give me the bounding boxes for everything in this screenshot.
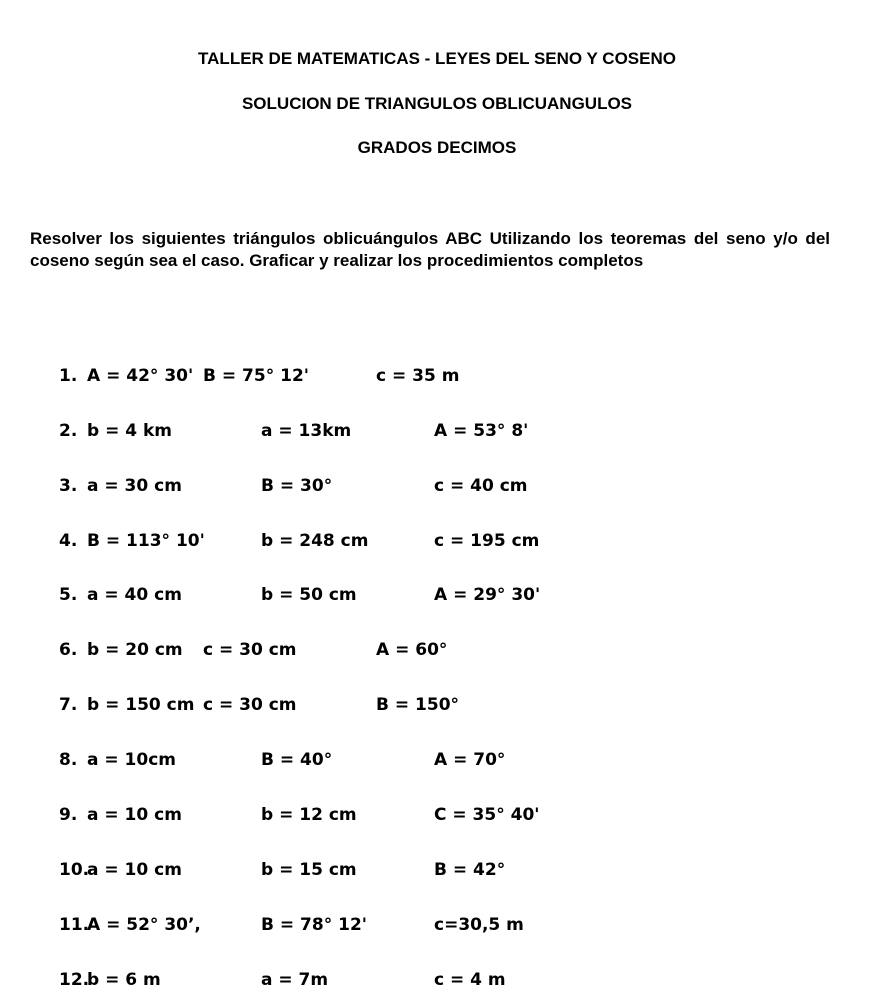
- given-value-1: a = 10 cm: [87, 805, 182, 825]
- given-value-1: A = 52° 30’,: [87, 915, 201, 935]
- given-value-3: A = 53° 8': [434, 421, 529, 441]
- worksheet-subtitle: SOLUCION DE TRIANGULOS OBLICUANGULOS: [241, 94, 633, 113]
- given-value-1: a = 40 cm: [87, 585, 182, 605]
- given-value-2: a = 7m: [261, 970, 329, 990]
- given-value-2: b = 12 cm: [261, 805, 357, 825]
- given-value-1: a = 10 cm: [87, 860, 182, 880]
- problem-row: [0, 418, 874, 444]
- grade-level: GRADOS DECIMOS: [357, 138, 517, 157]
- given-value-2: c = 30 cm: [203, 695, 297, 715]
- problem-row: [0, 912, 874, 938]
- given-value-3: A = 70°: [434, 750, 506, 770]
- given-value-3: c=30,5 m: [434, 915, 524, 935]
- given-value-1: A = 42° 30': [87, 366, 194, 386]
- given-value-3: c = 35 m: [376, 366, 460, 386]
- problem-row: [0, 802, 874, 828]
- worksheet-title: TALLER DE MATEMATICAS - LEYES DEL SENO Y COSENO: [198, 49, 676, 68]
- problem-row: [0, 582, 874, 608]
- problem-row: [0, 692, 874, 718]
- given-value-2: a = 13km: [261, 421, 352, 441]
- problem-row: [0, 747, 874, 773]
- problem-row: [0, 637, 874, 663]
- given-value-2: b = 50 cm: [261, 585, 357, 605]
- given-value-3: B = 150°: [376, 695, 460, 715]
- given-value-2: b = 248 cm: [261, 531, 369, 551]
- given-value-1: b = 6 m: [87, 970, 161, 990]
- problem-row: [0, 967, 874, 993]
- problem-number: 6.: [59, 640, 78, 660]
- given-value-2: b = 15 cm: [261, 860, 357, 880]
- instructions-paragraph: Resolver los siguientes triángulos oblicuángulos ABC Utilizando los teoremas del seno y/o del coseno según sea el caso. Graficar y realizar los procedimientos completos: [30, 229, 830, 270]
- given-value-2: B = 78° 12': [261, 915, 367, 935]
- given-value-1: a = 30 cm: [87, 476, 182, 496]
- problem-number: 3.: [59, 476, 78, 496]
- problem-number: 7.: [59, 695, 78, 715]
- problem-row: [0, 363, 874, 389]
- problem-number: 12.: [59, 970, 90, 990]
- given-value-3: A = 60°: [376, 640, 448, 660]
- problem-number: 5.: [59, 585, 78, 605]
- given-value-2: B = 30°: [261, 476, 333, 496]
- given-value-3: c = 40 cm: [434, 476, 528, 496]
- problem-row: [0, 473, 874, 499]
- given-value-1: b = 20 cm: [87, 640, 183, 660]
- given-value-2: c = 30 cm: [203, 640, 297, 660]
- problem-number: 1.: [59, 366, 78, 386]
- given-value-3: A = 29° 30': [434, 585, 541, 605]
- given-value-2: B = 75° 12': [203, 366, 309, 386]
- given-value-2: B = 40°: [261, 750, 333, 770]
- problem-number: 2.: [59, 421, 78, 441]
- given-value-3: c = 4 m: [434, 970, 506, 990]
- problem-row: [0, 528, 874, 554]
- given-value-1: b = 4 km: [87, 421, 173, 441]
- given-value-1: b = 150 cm: [87, 695, 195, 715]
- problem-number: 9.: [59, 805, 78, 825]
- given-value-3: c = 195 cm: [434, 531, 540, 551]
- problem-number: 8.: [59, 750, 78, 770]
- given-value-1: a = 10cm: [87, 750, 177, 770]
- given-value-1: B = 113° 10': [87, 531, 205, 551]
- problem-number: 11.: [59, 915, 90, 935]
- problem-number: 10.: [59, 860, 90, 880]
- given-value-3: B = 42°: [434, 860, 506, 880]
- given-value-3: C = 35° 40': [434, 805, 540, 825]
- problem-number: 4.: [59, 531, 78, 551]
- problem-row: [0, 857, 874, 883]
